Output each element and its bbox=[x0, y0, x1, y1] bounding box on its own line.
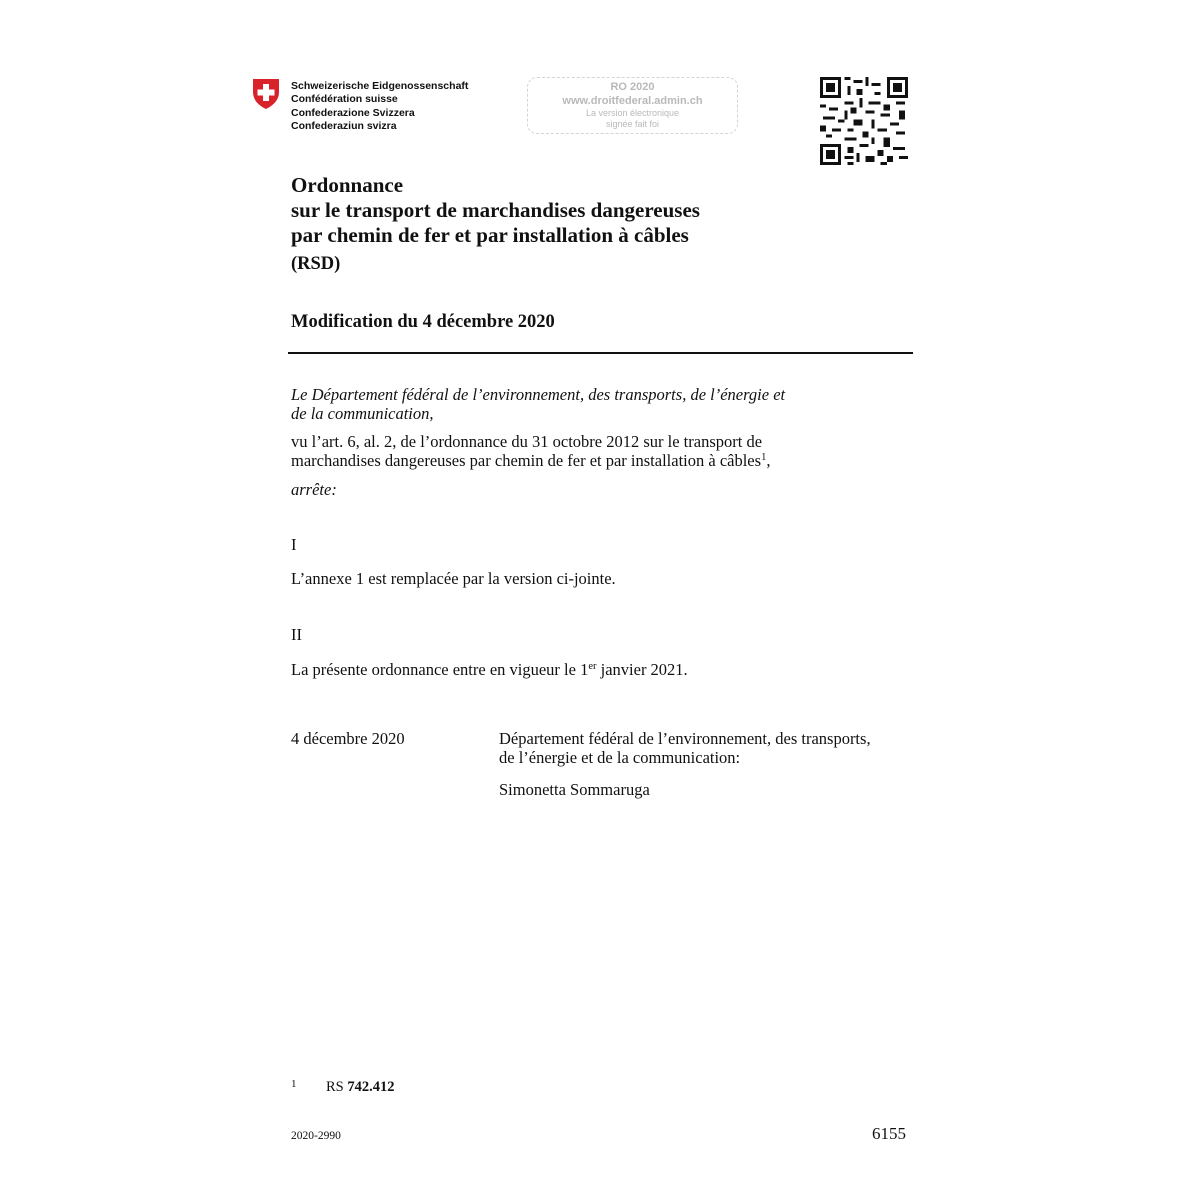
ordinal-superscript: er bbox=[588, 661, 597, 672]
footnote-reference-number: 742.412 bbox=[347, 1079, 395, 1095]
section-number-1: I bbox=[291, 535, 297, 554]
stamp-note-line2: signée fait foi bbox=[605, 119, 660, 129]
modification-date-heading: Modification du 4 décembre 2020 bbox=[291, 312, 555, 332]
confederation-name-fr: Confédération suisse bbox=[291, 93, 398, 106]
authority-line-1: Le Département fédéral de l’environnement, des transports, de l’énergie et bbox=[291, 385, 786, 404]
qr-code-icon bbox=[820, 77, 908, 165]
footnote-number: 1 bbox=[291, 1078, 297, 1090]
legal-basis-line-2 bbox=[291, 451, 770, 470]
confederation-name-it: Confederazione Svizzera bbox=[291, 106, 415, 119]
section-number-2: II bbox=[291, 625, 302, 644]
authority-line-2: de la communication, bbox=[291, 404, 434, 423]
confederation-name-block bbox=[291, 80, 468, 133]
signer-name: Simonetta Sommaruga bbox=[499, 780, 650, 799]
section-2-text-before: La présente ordonnance entre en vigueur le 1 bbox=[291, 660, 589, 679]
title-line-1: Ordonnance bbox=[291, 173, 404, 197]
official-publication-stamp bbox=[527, 77, 738, 134]
decides-clause: arrête: bbox=[291, 480, 337, 499]
title-line-3: par chemin de fer et par installation à câbles bbox=[291, 223, 689, 247]
title-abbreviation: (RSD) bbox=[291, 254, 341, 274]
issuing-authority bbox=[291, 385, 785, 423]
document-title bbox=[291, 173, 700, 248]
stamp-collection: RO 2020 bbox=[610, 81, 655, 93]
legal-basis-line-2-end: , bbox=[766, 451, 771, 470]
swiss-coat-of-arms-icon bbox=[252, 78, 280, 110]
legal-basis bbox=[291, 432, 770, 470]
section-1-text: L’annexe 1 est remplacée par la version ci-jointe. bbox=[291, 569, 616, 588]
section-2-text bbox=[291, 660, 688, 679]
signing-department bbox=[499, 729, 871, 767]
document-id: 2020-2990 bbox=[291, 1130, 341, 1142]
department-line-2: de l’énergie et de la communication: bbox=[499, 748, 741, 767]
footnote-prefix: RS bbox=[326, 1079, 348, 1095]
section-2-text-after: janvier 2021. bbox=[596, 660, 688, 679]
page-number: 6155 bbox=[872, 1124, 906, 1143]
footnote-text bbox=[326, 1079, 395, 1096]
confederation-name-de: Schweizerische Eidgenossenschaft bbox=[291, 80, 469, 92]
confederation-name-rm: Confederaziun svizra bbox=[291, 119, 397, 132]
title-line-2: sur le transport de marchandises dangereuses bbox=[291, 198, 700, 222]
legal-basis-line-1: vu l’art. 6, al. 2, de l’ordonnance du 31 octobre 2012 sur le transport de bbox=[291, 432, 763, 451]
stamp-note-line1: La version électronique bbox=[585, 108, 680, 118]
title-divider bbox=[288, 352, 913, 354]
department-line-1: Département fédéral de l’environnement, des transports, bbox=[499, 729, 871, 748]
stamp-website: www.droitfederal.admin.ch bbox=[562, 95, 703, 107]
footnote-reference[interactable]: 1 bbox=[761, 452, 767, 463]
signature-date: 4 décembre 2020 bbox=[291, 729, 405, 748]
legal-basis-line-2-text: marchandises dangereuses par chemin de fer et par installation à câbles bbox=[291, 451, 762, 470]
